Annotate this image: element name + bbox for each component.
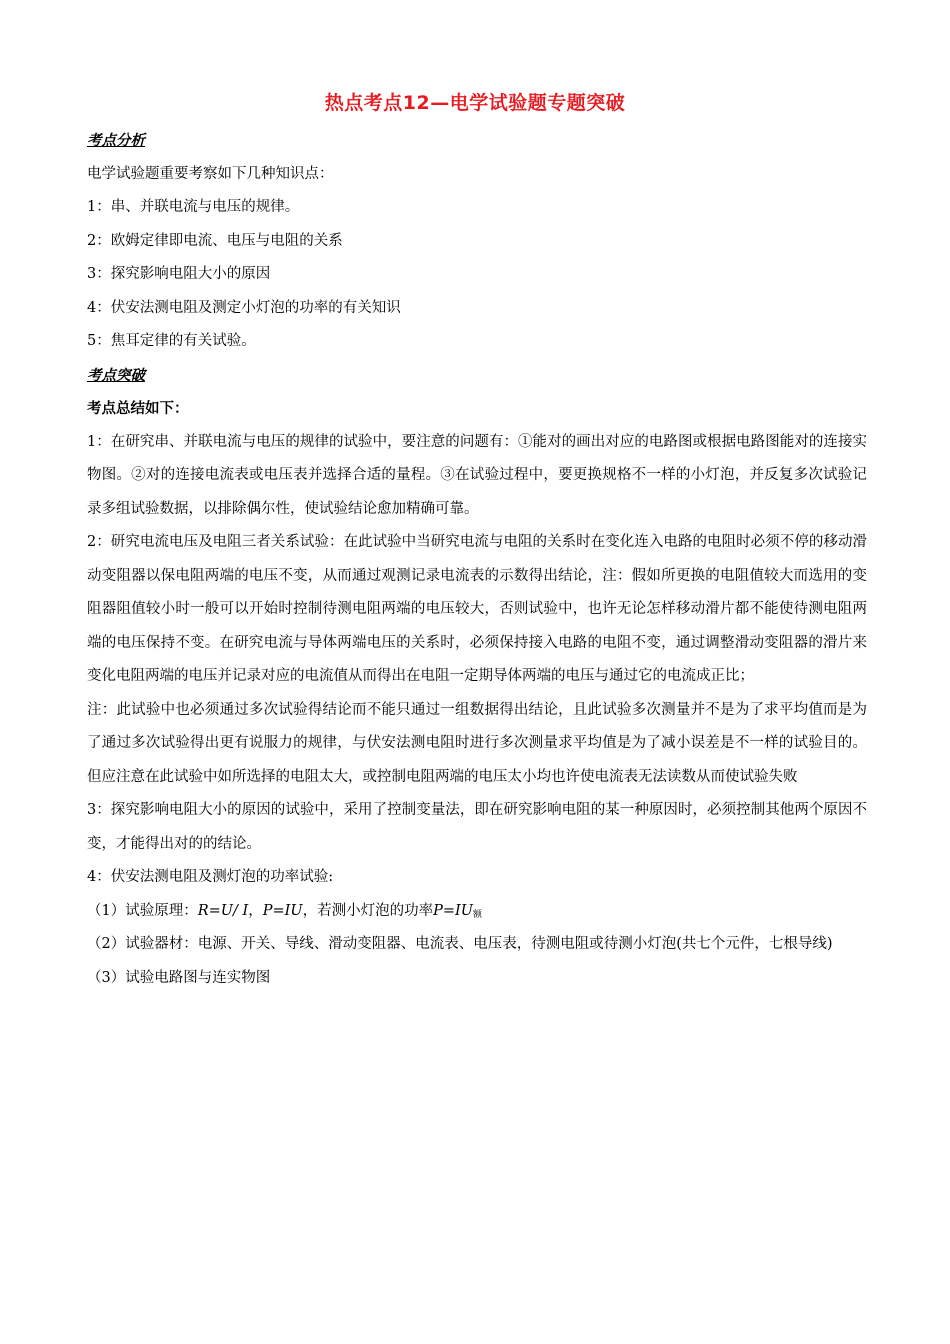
section-heading-analysis: 考点分析 — [87, 132, 145, 149]
list-item: 5：焦耳定律的有关试验。 — [87, 333, 256, 349]
list-item: 4：伏安法测电阻及测定小灯泡的功率的有关知识 — [87, 299, 401, 316]
document-body — [87, 124, 867, 995]
paragraph-diagram: （3）试验电路图与连实物图 — [87, 969, 271, 986]
paragraph-ohms-law: 2：研究电流电压及电阻三者关系试验：在此试验中当研究电流与电阻的关系时在变化连入电路的电阻时必须不停的移动滑动变阻器以保电阻两端的电压不变，从而通过观测记录电流表的示数得出结论，注：假如所更换的电阻值较大而选用的变阻器阻值较小时一般可以开始时控制待测电阻两端的电压较大，否则试验中，也许无论怎样移动滑片都不能使待测电阻两端的电压保持不变。在研究电流与导体两端电压的关系时，必须保持接入电路的电阻不变，通过调整滑动变阻器的滑片来变化电阻两端的电压并记录对应的电流值从而得出在电阻一定期导体两端的电压与通过它的电流成正比； — [87, 534, 867, 684]
rated-subscript: 额 — [472, 909, 482, 920]
formula-resistance: R=U/ I — [197, 902, 249, 919]
paragraph-equipment: （2）试验器材：电源、开关、导线、滑动变阻器、电流表、电压表，待测电阻或待测小灯泡(共七个元件，七根导线) — [87, 936, 833, 952]
list-item: 1：串、并联电流与电压的规律。 — [87, 199, 300, 215]
list-item: 3：探究影响电阻大小的原因 — [87, 266, 271, 282]
formula-power: P=IU — [262, 902, 303, 919]
paragraph-series-parallel: 1：在研究串、并联电流与电压的规律的试验中，要注意的问题有：①能对的画出对应的电路图或根据电路图能对的连接实物图。②对的连接电流表或电压表并选择合适的量程。③在试验过程中，要更换规格不一样的小灯泡，并反复多次试验记录多组试验数据，以排除偶尔性，使试验结论愈加精确可靠。 — [87, 433, 867, 517]
list-item: 2：欧姆定律即电流、电压与电阻的关系 — [87, 232, 343, 249]
page-title: 热点考点12—电学试验题专题突破 — [324, 92, 626, 114]
paragraph-voltammetry: 4：伏安法测电阻及测灯泡的功率试验: — [87, 869, 334, 885]
principle-line — [87, 895, 867, 929]
principle-prefix: （1）试验原理： — [87, 902, 198, 919]
principle-middle: ，若测小灯泡的功率 — [302, 902, 434, 919]
separator: ， — [248, 902, 263, 919]
summary-label: 考点总结如下： — [87, 400, 189, 417]
paragraph-note: 注：此试验中也必须通过多次试验得结论而不能只通过一组数据得出结论，且此试验多次测量并不是为了求平均值而是为了通过多次试验得出更有说服力的规律，与伏安法测电阻时进行多次测量求平均值是为了减小误差是不一样的试验目的。但应注意在此试验中如所选择的电阻太大，或控制电阻两端的电压太小均也许使电流表无法读数从而使试验失败 — [87, 701, 867, 785]
section-heading-breakthrough: 考点突破 — [87, 366, 145, 384]
paragraph-resistance-factors: 3：探究影响电阻大小的原因的试验中，采用了控制变量法，即在研究影响电阻的某一种原因时，必须控制其他两个原因不变，才能得出对的的结论。 — [87, 802, 867, 852]
intro-text: 电学试验题重要考察如下几种知识点： — [87, 165, 334, 182]
formula-rated-power: P=IU — [433, 902, 473, 919]
